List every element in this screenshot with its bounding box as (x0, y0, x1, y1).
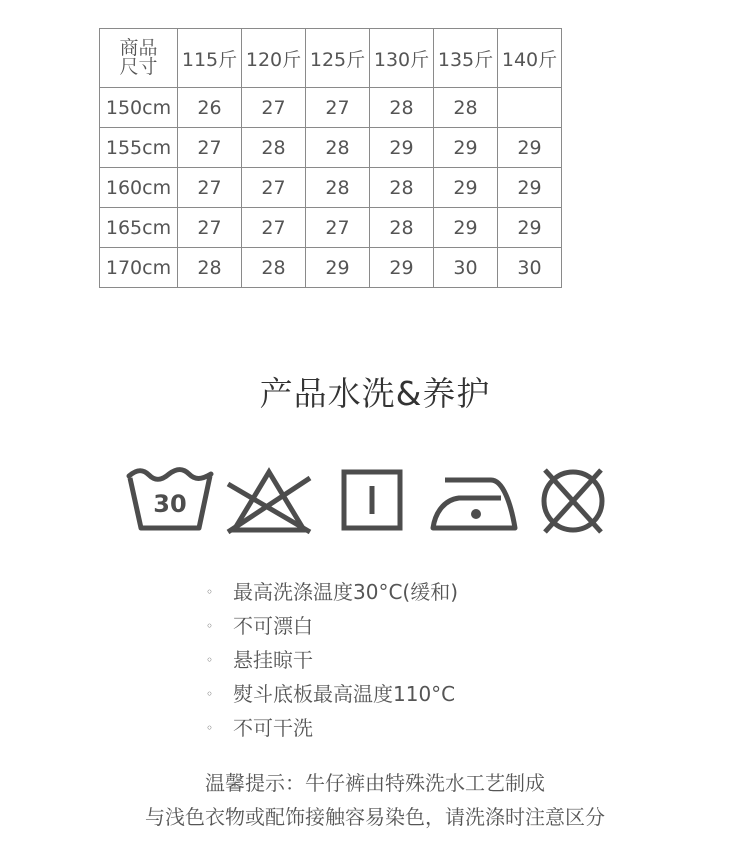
size-table-header-row (100, 29, 562, 88)
table-cell: 30 (498, 248, 562, 288)
row-header: 160cm (100, 168, 178, 208)
tip-line-2: 与浅色衣物或配饰接触容易染色，请洗涤时注意区分 (145, 805, 605, 829)
size-table-corner (100, 29, 178, 88)
table-cell: 27 (242, 88, 306, 128)
bullet-icon: ◦ (206, 721, 214, 735)
care-section-title: 产品水洗&养护 (259, 374, 491, 413)
table-cell (498, 88, 562, 128)
row-header: 170cm (100, 248, 178, 288)
list-item (206, 611, 458, 645)
column-header: 125斤 (306, 29, 370, 88)
table-cell: 30 (434, 248, 498, 288)
table-cell: 27 (178, 168, 242, 208)
care-instruction-text: 不可干洗 (233, 716, 313, 740)
wash-temperature-label: 30 (153, 490, 187, 518)
list-item (206, 713, 458, 747)
care-instruction-text: 悬挂晾干 (233, 648, 313, 672)
size-table (99, 28, 562, 288)
bullet-icon: ◦ (206, 653, 214, 667)
table-cell: 27 (242, 168, 306, 208)
table-cell: 26 (178, 88, 242, 128)
table-row (100, 168, 562, 208)
table-row (100, 208, 562, 248)
table-cell: 29 (498, 128, 562, 168)
table-cell: 28 (306, 128, 370, 168)
care-instructions-list (206, 577, 458, 747)
table-cell: 27 (178, 208, 242, 248)
table-cell: 28 (178, 248, 242, 288)
corner-bottom-label: 尺寸 (119, 56, 158, 78)
row-header: 155cm (100, 128, 178, 168)
tip-line-1: 温馨提示：牛仔裤由特殊洗水工艺制成 (205, 771, 545, 795)
table-cell: 29 (306, 248, 370, 288)
table-cell: 29 (434, 168, 498, 208)
table-cell: 28 (434, 88, 498, 128)
care-instruction-text: 熨斗底板最高温度110°C (233, 682, 456, 706)
column-header: 120斤 (242, 29, 306, 88)
table-row (100, 88, 562, 128)
bullet-icon: ◦ (206, 619, 214, 633)
column-header: 140斤 (498, 29, 562, 88)
wash-30-icon (125, 466, 215, 536)
row-header: 150cm (100, 88, 178, 128)
table-cell: 29 (370, 128, 434, 168)
table-cell: 29 (370, 248, 434, 288)
list-item (206, 645, 458, 679)
column-header: 135斤 (434, 29, 498, 88)
table-cell: 27 (242, 208, 306, 248)
table-cell: 29 (498, 168, 562, 208)
list-item (206, 577, 458, 611)
table-cell: 28 (370, 88, 434, 128)
care-instruction-text: 最高洗涤温度30°C(缓和) (233, 580, 459, 604)
table-row (100, 248, 562, 288)
table-cell: 29 (498, 208, 562, 248)
table-cell: 28 (242, 128, 306, 168)
row-header: 165cm (100, 208, 178, 248)
no-bleach-icon (224, 466, 314, 536)
table-row (100, 128, 562, 168)
table-cell: 27 (306, 88, 370, 128)
bullet-icon: ◦ (206, 585, 214, 599)
column-header: 130斤 (370, 29, 434, 88)
table-cell: 28 (306, 168, 370, 208)
care-instruction-text: 不可漂白 (233, 614, 313, 638)
line-dry-icon (327, 466, 417, 536)
table-cell: 28 (370, 168, 434, 208)
table-cell: 29 (434, 208, 498, 248)
bullet-icon: ◦ (206, 687, 214, 701)
iron-low-icon (429, 466, 519, 536)
corner-top-label: 商品 (119, 37, 158, 59)
table-cell: 27 (306, 208, 370, 248)
care-icons-row (0, 466, 750, 536)
table-cell: 27 (178, 128, 242, 168)
list-item (206, 679, 458, 713)
table-cell: 28 (242, 248, 306, 288)
column-header: 115斤 (178, 29, 242, 88)
no-dry-clean-icon (528, 466, 618, 536)
table-cell: 28 (370, 208, 434, 248)
table-cell: 29 (434, 128, 498, 168)
